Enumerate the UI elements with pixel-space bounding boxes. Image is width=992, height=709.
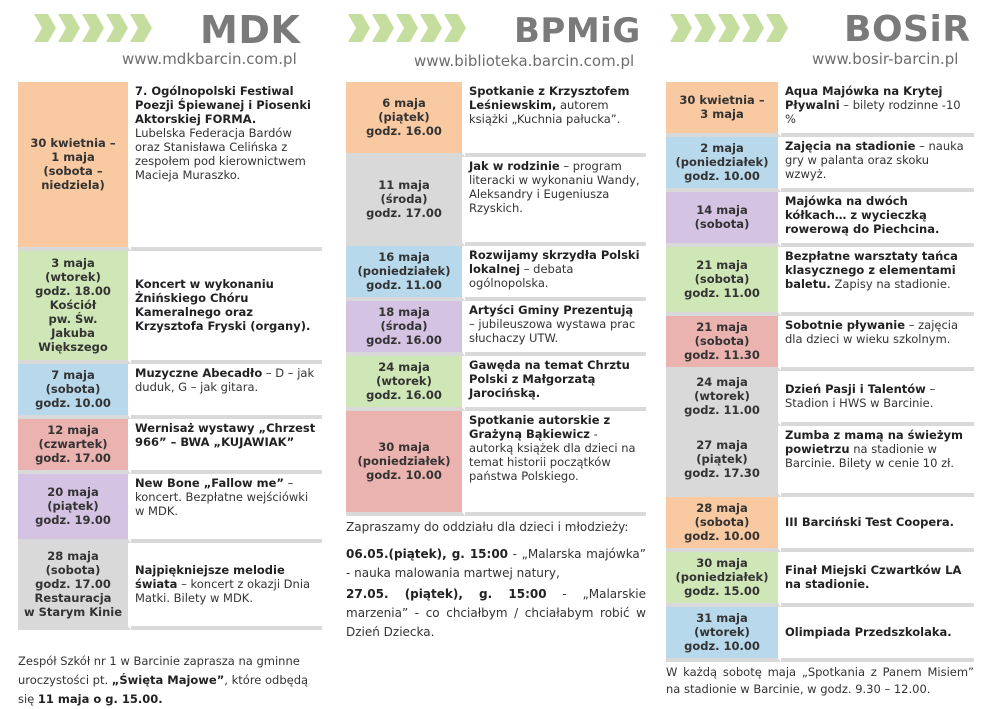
event-description: Dzień Pasji i Talentów – Stadion i HWS w Barcinie.	[781, 371, 974, 426]
event-row	[346, 356, 646, 411]
event-description: Rozwijamy skrzydła Polski lokalnej – debata ogólnopolska.	[465, 246, 646, 301]
event-date: 2 maja (poniedziałek) godz. 10.00	[666, 137, 781, 192]
event-row	[18, 543, 322, 630]
event-date: 24 maja (wtorek) godz. 11.00	[666, 371, 781, 426]
event-description: Wernisaż wystawy „Chrzest 966” – BWA „KUJAWIAK”	[131, 419, 322, 474]
event-row	[346, 411, 646, 516]
chevron-arrows-icon	[34, 10, 154, 46]
event-description: Sobotnie pływanie – zajęcia dla dzieci w wieku szkolnym.	[781, 316, 974, 371]
events-table	[346, 82, 646, 516]
teddy-bear-note: W każdą sobotę maja „Spotkania z Panem Misiem” na stadionie w Barcinie, w godz. 9.30 – 12.00.	[666, 665, 974, 696]
mdk-column	[18, 0, 322, 709]
events-table	[18, 82, 322, 630]
event-date: 3 maja (wtorek) godz. 18.00 Kościół pw. Św. Jakuba Większego	[18, 251, 131, 364]
event-description: New Bone „Fallow me” – koncert. Bezpłatne wejściówki w MDK.	[131, 474, 322, 543]
event-description: Muzyczne Abecadło – D – jak duduk, G – jak gitara.	[131, 364, 322, 419]
event-date: 16 maja (poniedziałek) godz. 11.00	[346, 246, 465, 301]
event-description: Spotkanie autorskie z Grażyną Bąkiewicz - autorką książek dla dzieci na temat historii początków państwa Polskiego.	[465, 411, 646, 516]
bosir-header	[666, 0, 974, 78]
event-row	[666, 552, 974, 607]
event-row	[18, 419, 322, 474]
event-row	[18, 364, 322, 419]
event-description: Jak w rodzinie – program literacki w wykonaniu Wandy, Aleksandry i Eugeniusza Rzyskich.	[465, 157, 646, 246]
chevron-arrows-icon	[670, 10, 790, 46]
event-date: 28 maja (sobota) godz. 17.00 Restauracja w Starym Kinie	[18, 543, 131, 630]
event-date: 21 maja (sobota) godz. 11.00	[666, 247, 781, 316]
events-table	[666, 82, 974, 662]
event-row	[18, 251, 322, 364]
event-description: Olimpiada Przedszkolaka.	[781, 607, 974, 662]
event-description: Zumba z mamą na świeżym powietrzu na stadionie w Barcinie. Bilety w cenie 10 zł.	[781, 426, 974, 497]
event-description: Bezpłatne warsztaty tańca klasycznego z elementami baletu. Zapisy na stadionie.	[781, 247, 974, 316]
event-description: 7. Ogólnopolski Festiwal Poezji Śpiewanej i Piosenki Aktorskiej FORMA. Lubelska Federacja Bardów oraz Stanisława Celińska z zespołem pod kierownictwem Macieja Muraszko.	[131, 82, 322, 251]
event-row	[346, 82, 646, 157]
event-date: 30 kwietnia – 1 maja (sobota – niedziela)	[18, 82, 131, 251]
event-row	[666, 82, 974, 137]
bpmig-header	[346, 0, 646, 78]
event-row	[666, 426, 974, 497]
event-date: 24 maja (wtorek) godz. 16.00	[346, 356, 465, 411]
event-row	[666, 192, 974, 247]
event-description: Zajęcia na stadionie – nauka gry w palanta oraz skoku wzwyż.	[781, 137, 974, 192]
event-date: 18 maja (środa) godz. 16.00	[346, 301, 465, 356]
ceremony-note: Zespół Szkół nr 1 w Barcinie zaprasza na gminne uroczystości pt. „Święta Majowe”, które odbędą się 11 maja o g. 15.00.	[18, 654, 309, 706]
event-row	[666, 371, 974, 426]
event-description: Gawęda na temat Chrztu Polski z Małgorzatą Jarocińską.	[465, 356, 646, 411]
children-section-note: Zapraszamy do oddziału dla dzieci i młodzieży: 06.05.(piątek), g. 15:00 - „Malarska majówka” - nauka malowania martwej natury, 27.05. (piątek), g. 15:00 - „Malarskie marzenia” - co chciałbym / chciałabym robić w Dzień Dziecka.	[346, 520, 646, 639]
website-url[interactable]: www.mdkbarcin.com.pl	[122, 50, 297, 68]
event-date: 31 maja (wtorek) godz. 10.00	[666, 607, 781, 662]
website-url[interactable]: www.biblioteka.barcin.com.pl	[414, 52, 635, 70]
event-date: 11 maja (środa) godz. 17.00	[346, 157, 465, 246]
event-row	[18, 82, 322, 251]
event-description: Spotkanie z Krzysztofem Leśniewskim, autorem książki „Kuchnia pałucka”.	[465, 82, 646, 157]
brand-logo: BPMiG	[514, 11, 641, 51]
event-date: 30 maja (poniedziałek) godz. 15.00	[666, 552, 781, 607]
event-row	[666, 137, 974, 192]
brand-logo: MDK	[200, 8, 301, 52]
event-description: Finał Miejski Czwartków LA na stadionie.	[781, 552, 974, 607]
brand-logo: BOSiR	[844, 9, 971, 50]
event-date: 7 maja (sobota) godz. 10.00	[18, 364, 131, 419]
event-row	[666, 497, 974, 552]
event-date: 14 maja (sobota)	[666, 192, 781, 247]
event-date: 28 maja (sobota) godz. 10.00	[666, 497, 781, 552]
event-description: Koncert w wykonaniu Żnińskiego Chóru Kameralnego oraz Krzysztofa Fryski (organy).	[131, 251, 322, 364]
event-date: 12 maja (czwartek) godz. 17.00	[18, 419, 131, 474]
bpmig-column	[346, 0, 646, 642]
event-row	[346, 246, 646, 301]
bosir-column	[666, 0, 974, 698]
event-date: 30 kwietnia – 3 maja	[666, 82, 781, 137]
chevron-arrows-icon	[348, 10, 468, 46]
event-description: Aqua Majówka na Krytej Pływalni – bilety rodzinne -10 %	[781, 82, 974, 137]
event-date: 30 maja (poniedziałek) godz. 10.00	[346, 411, 465, 516]
website-url[interactable]: www.bosir-barcin.pl	[812, 50, 959, 68]
event-row	[18, 474, 322, 543]
event-row	[666, 316, 974, 371]
event-row	[666, 607, 974, 662]
event-description: Majówka na dwóch kółkach… z wycieczką rowerową do Piechcina.	[781, 192, 974, 247]
event-date: 21 maja (sobota) godz. 11.30	[666, 316, 781, 371]
mdk-header	[18, 0, 322, 78]
event-date: 27 maja (piątek) godz. 17.30	[666, 426, 781, 497]
event-row	[346, 157, 646, 246]
event-row	[666, 247, 974, 316]
event-row	[346, 301, 646, 356]
event-date: 20 maja (piątek) godz. 19.00	[18, 474, 131, 543]
event-description: III Barciński Test Coopera.	[781, 497, 974, 552]
event-description: Najpiękniejsze melodie świata – koncert z okazji Dnia Matki. Bilety w MDK.	[131, 543, 322, 630]
event-description: Artyści Gminy Prezentują – jubileuszowa wystawa prac słuchaczy UTW.	[465, 301, 646, 356]
event-date: 6 maja (piątek) godz. 16.00	[346, 82, 465, 157]
